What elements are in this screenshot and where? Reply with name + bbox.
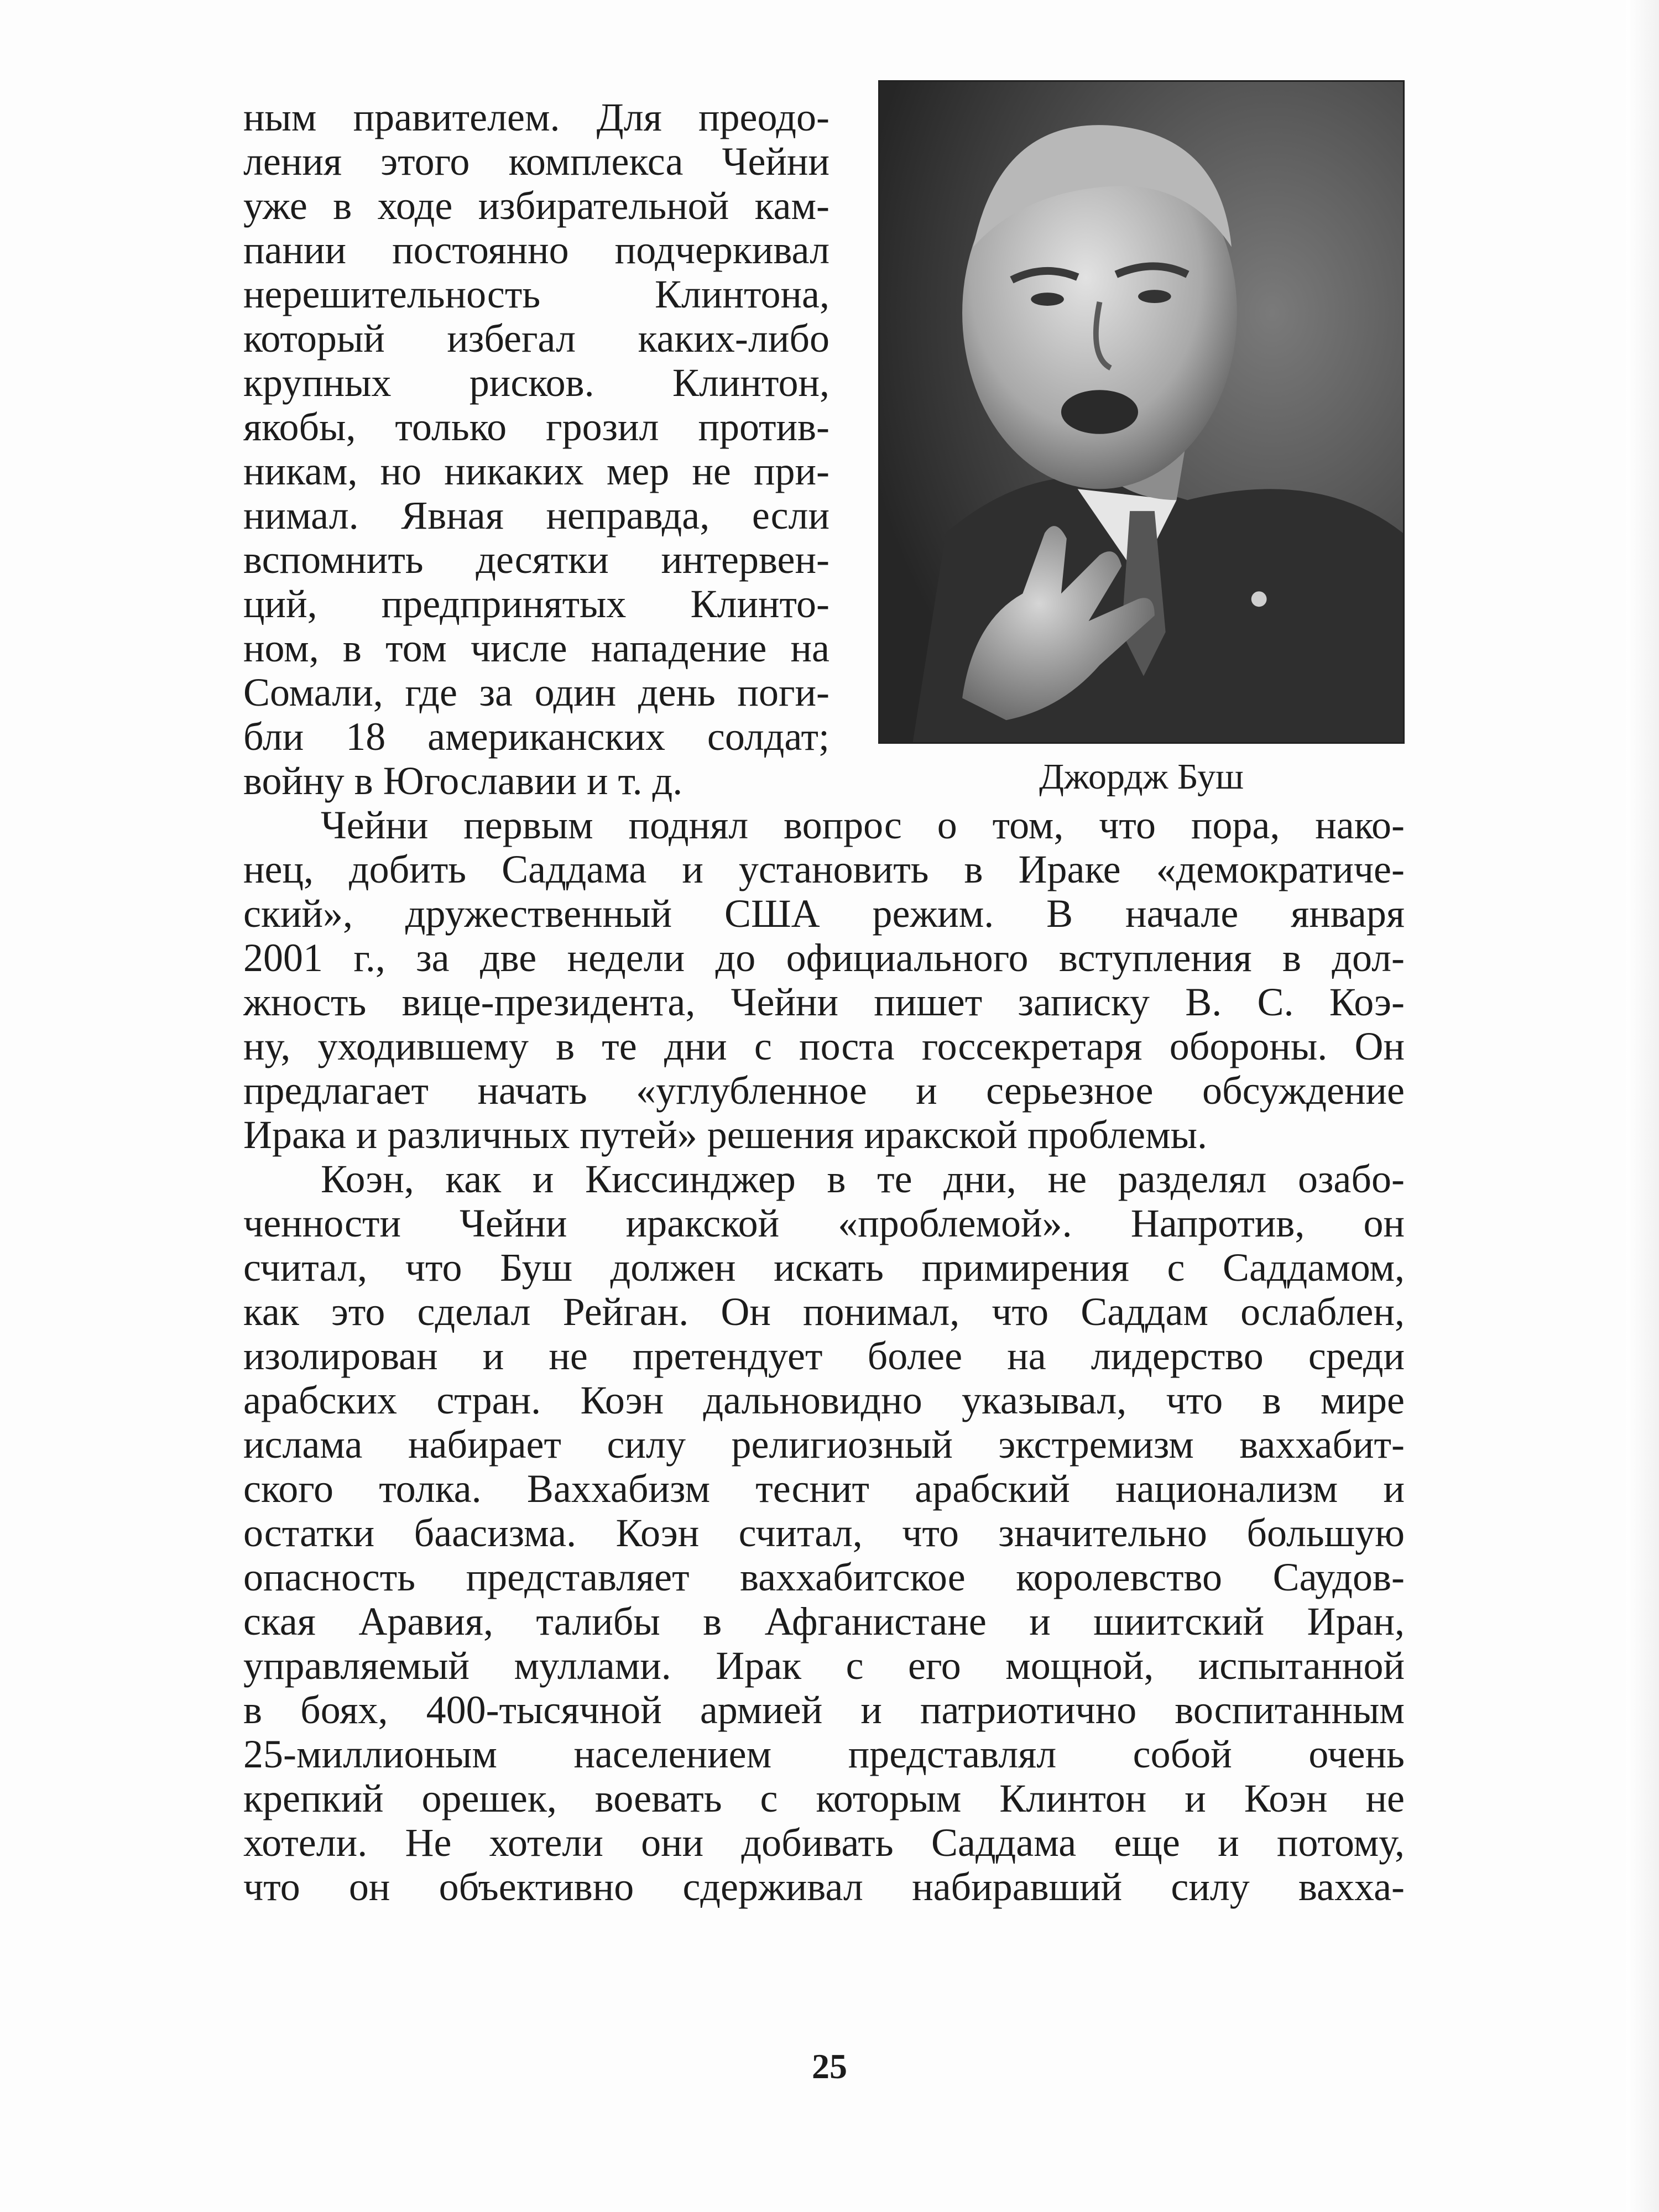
text-line: крепкий орешек, воевать с которым Клинтон и Коэн не xyxy=(243,1776,1405,1820)
text-line: считал, что Буш должен искать примирения с Саддамом, xyxy=(243,1245,1405,1290)
text-line: нерешительность Клинтона, xyxy=(243,272,830,316)
text-line: пании постоянно подчеркивал xyxy=(243,228,830,272)
text-line: Сомали, где за один день поги- xyxy=(243,670,830,714)
text-line: что он объективно сдерживал набиравший силу вахха- xyxy=(243,1865,1405,1909)
text-line: вспомнить десятки интервен- xyxy=(243,538,830,582)
text-line: опасность представляет ваххабитское королевство Саудов- xyxy=(243,1555,1405,1599)
text-line: уже в ходе избирательной кам- xyxy=(243,184,830,228)
paragraph-first-line: Коэн, как и Киссинджер в те дни, не разделял озабо- xyxy=(321,1157,1405,1201)
text-line: ций, предпринятых Клинто- xyxy=(243,582,830,626)
text-line: жность вице-президента, Чейни пишет записку В. С. Коэ- xyxy=(243,980,1405,1024)
text-line: который избегал каких-либо xyxy=(243,316,830,361)
text-line: крупных рисков. Клинтон, xyxy=(243,361,830,405)
text-line: предлагает начать «углубленное и серьезное обсуждение xyxy=(243,1068,1405,1113)
text-line: ского толка. Ваххабизм теснит арабский национализм и xyxy=(243,1467,1405,1511)
text-line: ном, в том числе нападение на xyxy=(243,626,830,670)
text-line: нец, добить Саддама и установить в Ираке «демократиче- xyxy=(243,847,1405,891)
text-line: в боях, 400-тысячной армией и патриотично воспитанным xyxy=(243,1688,1405,1732)
text-line: 25-миллионым населением представлял собой очень xyxy=(243,1732,1405,1776)
text-line: бли 18 американских солдат; xyxy=(243,714,830,759)
text-line: хотели. Не хотели они добивать Саддама еще и потому, xyxy=(243,1820,1405,1865)
text-line: ления этого комплекса Чейни xyxy=(243,139,830,184)
text-line: 2001 г., за две недели до официального вступления в дол- xyxy=(243,936,1405,980)
text-line: якобы, только грозил против- xyxy=(243,405,830,449)
text-line: изолирован и не претендует более на лидерство среди xyxy=(243,1334,1405,1378)
page-number: 25 xyxy=(812,2047,847,2086)
portrait-illustration xyxy=(880,82,1403,742)
paragraph-first-line: Чейни первым поднял вопрос о том, что пора, нако- xyxy=(321,803,1405,847)
text-line: ский», дружественный США режим. В начале января xyxy=(243,891,1405,936)
text-line: ну, уходившему в те дни с поста госсекретаря обороны. Он xyxy=(243,1024,1405,1068)
text-line: ислама набирает силу религиозный экстремизм ваххабит- xyxy=(243,1422,1405,1467)
text-line: ская Аравия, талибы в Афганистане и шиитский Иран, xyxy=(243,1599,1405,1644)
text-line: войну в Югославии и т. д. xyxy=(243,759,683,803)
text-line: ченности Чейни иракской «проблемой». Напротив, он xyxy=(243,1201,1405,1245)
text-line: управляемый муллами. Ирак с его мощной, испытанной xyxy=(243,1644,1405,1688)
photo-caption: Джордж Буш xyxy=(1039,757,1244,797)
text-line: ным правителем. Для преодо- xyxy=(243,95,830,139)
text-line: арабских стран. Коэн дальновидно указывал, что в мире xyxy=(243,1378,1405,1422)
text-line: как это сделал Рейган. Он понимал, что Саддам ослаблен, xyxy=(243,1290,1405,1334)
text-line: никам, но никаких мер не при- xyxy=(243,449,830,493)
text-line: остатки баасизма. Коэн считал, что значительно большую xyxy=(243,1511,1405,1555)
page-edge-shadow xyxy=(1626,0,1659,2212)
text-line: Ирака и различных путей» решения иракской проблемы. xyxy=(243,1113,1208,1157)
text-line: нимал. Явная неправда, если xyxy=(243,493,830,538)
portrait-photo xyxy=(878,80,1405,744)
